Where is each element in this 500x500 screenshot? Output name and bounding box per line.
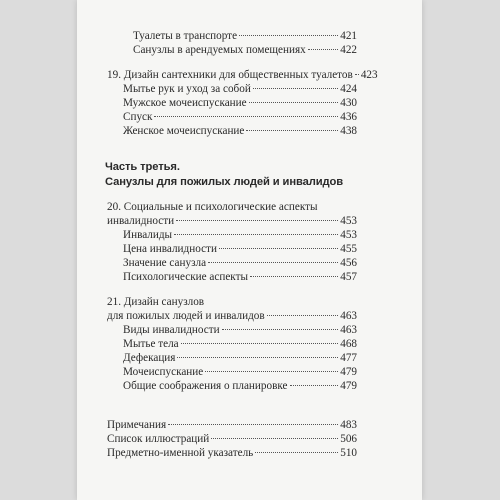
toc-entry-page: 506 — [340, 433, 357, 445]
table-of-contents — [77, 0, 422, 500]
dot-leader — [219, 248, 338, 249]
dot-leader — [246, 130, 338, 131]
toc-entry-page: 468 — [340, 338, 357, 350]
toc-entry-page: 463 — [340, 324, 357, 336]
toc-entry-title: Мужское мочеиспускание — [123, 97, 247, 109]
dot-leader — [355, 74, 359, 75]
chapter-title-continued: для пожилых людей и инвалидов — [107, 310, 265, 322]
toc-entry-page: 483 — [340, 419, 357, 431]
toc-entry — [107, 432, 357, 446]
toc-entry-title: Цена инвалидности — [123, 243, 217, 255]
toc-entry-page: 453 — [340, 229, 357, 241]
dot-leader — [181, 343, 339, 344]
toc-entry-title: Туалеты в транспорте — [133, 30, 238, 42]
chapter-title: 21. Дизайн санузлов — [107, 296, 205, 308]
toc-entry — [123, 323, 357, 337]
toc-entry — [107, 446, 357, 460]
toc-entry-title: Спуск — [123, 111, 153, 123]
dot-leader — [154, 116, 338, 117]
dot-leader — [222, 329, 339, 330]
chapter-heading — [107, 309, 357, 323]
dot-leader — [176, 220, 338, 221]
toc-entry — [123, 124, 357, 138]
toc-entry-page: 456 — [340, 257, 357, 269]
chapter-title-continued: инвалидности — [107, 215, 175, 227]
dot-leader — [177, 357, 338, 358]
toc-entry-page: 477 — [340, 352, 357, 364]
toc-entry — [123, 365, 357, 379]
toc-entry — [133, 43, 357, 57]
dot-leader — [168, 424, 338, 425]
toc-entry — [123, 337, 357, 351]
toc-entry-title: Общие соображения о планировке — [123, 380, 288, 392]
part-title: Санузлы для пожилых людей и инвалидов — [105, 176, 344, 188]
toc-entry-title: Виды инвалидности — [123, 324, 220, 336]
dot-leader — [250, 276, 338, 277]
chapter-title: 20. Социальные и психологические аспекты — [107, 201, 318, 213]
toc-entry-title: Примечания — [107, 419, 167, 431]
toc-entry-page: 479 — [340, 366, 357, 378]
toc-entry — [123, 256, 357, 270]
toc-entry-title: Психологические аспекты — [123, 271, 248, 283]
toc-entry-title: Санузлы в арендуемых помещениях — [133, 44, 306, 56]
toc-entry — [123, 82, 357, 96]
dot-leader — [308, 49, 339, 50]
dot-leader — [253, 88, 338, 89]
chapter-heading — [107, 214, 357, 228]
dot-leader — [290, 385, 339, 386]
dot-leader — [249, 102, 339, 103]
toc-entry — [123, 96, 357, 110]
toc-entry-title: Инвалиды — [123, 229, 173, 241]
chapter-heading — [107, 68, 378, 82]
toc-entry-page: 438 — [340, 125, 357, 137]
toc-entry-title: Мытье тела — [123, 338, 179, 350]
toc-entry-page: 455 — [340, 243, 357, 255]
toc-entry-page: 422 — [340, 44, 357, 56]
toc-entry-page: 457 — [340, 271, 357, 283]
toc-entry — [123, 228, 357, 242]
chapter-page: 453 — [340, 215, 357, 227]
dot-leader — [174, 234, 338, 235]
dot-leader — [205, 371, 338, 372]
dot-leader — [267, 315, 339, 316]
toc-entry-title: Дефекация — [123, 352, 176, 364]
toc-entry-page: 510 — [340, 447, 357, 459]
toc-entry-title: Список иллюстраций — [107, 433, 210, 445]
book-page — [77, 0, 422, 500]
toc-entry — [123, 351, 357, 365]
toc-entry — [123, 270, 357, 284]
toc-entry-page: 479 — [340, 380, 357, 392]
toc-entry — [123, 110, 357, 124]
dot-leader — [239, 35, 338, 36]
toc-entry-title: Предметно-именной указатель — [107, 447, 254, 459]
toc-entry — [107, 418, 357, 432]
toc-entry-title: Значение санузла — [123, 257, 207, 269]
toc-entry — [123, 379, 357, 393]
dot-leader — [211, 438, 338, 439]
toc-entry-page: 421 — [340, 30, 357, 42]
toc-entry-page: 430 — [340, 97, 357, 109]
chapter-title: 19. Дизайн сантехники для общественных туалетов — [107, 69, 353, 81]
toc-entry — [133, 29, 357, 43]
toc-entry-title: Женское мочеиспускание — [123, 125, 245, 137]
dot-leader — [255, 452, 338, 453]
toc-entry-title: Мочеиспускание — [123, 366, 204, 378]
chapter-page: 463 — [340, 310, 357, 322]
toc-entry-page: 436 — [340, 111, 357, 123]
toc-entry — [123, 242, 357, 256]
toc-entry-title: Мытье рук и уход за собой — [123, 83, 251, 95]
toc-entry-page: 424 — [340, 83, 357, 95]
chapter-page: 423 — [360, 69, 378, 81]
part-label: Часть третья. — [105, 161, 180, 173]
dot-leader — [208, 262, 338, 263]
